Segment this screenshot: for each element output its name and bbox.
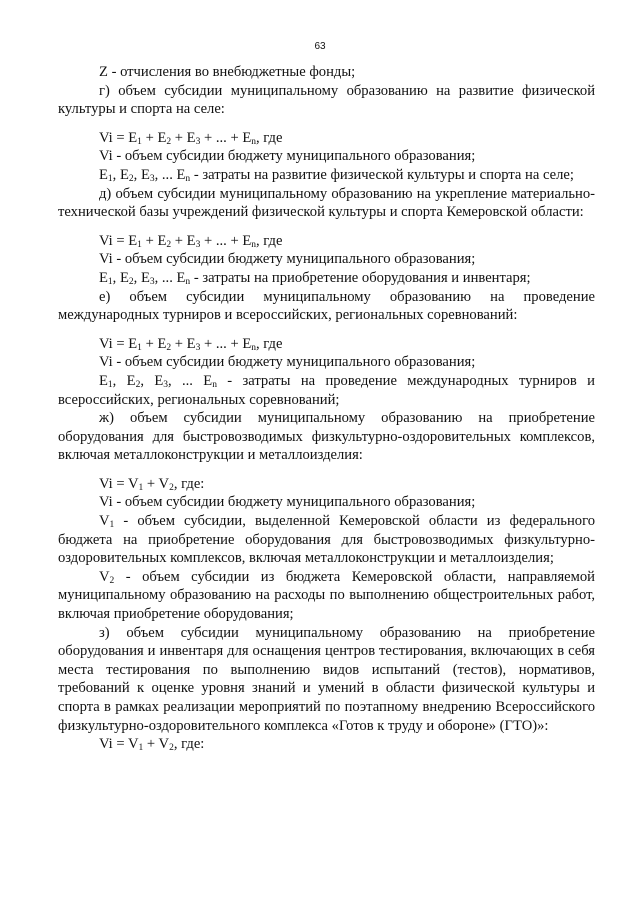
document-body xyxy=(58,63,595,754)
paragraph-d-subsidy: д) объем субсидии муниципальному образованию на укрепление материально-технической базы учреждений физической культуры и спорта Кемеровской области: xyxy=(58,185,595,221)
formula-zh-tail: , где: xyxy=(173,475,205,492)
formula-zh: $Vi = V_1 + V_2$, где: xyxy=(99,475,205,493)
paragraph-vi-definition-d: Vi - объем субсидии бюджету муниципального образования; xyxy=(99,251,476,268)
paragraph-v2-definition: $V_2$ - объем субсидии из бюджета Кемеровской области, направляемой муниципальному образованию на расходы по выполнению общестроительных работ, включая приобретение оборудования; xyxy=(58,568,595,623)
formula-z-tail: , где: xyxy=(173,736,205,753)
paragraph-vi-definition-e: Vi - объем субсидии бюджету муниципального образования; xyxy=(99,354,476,371)
paragraph-z-subsidy: з) объем субсидии муниципальному образованию на приобретение оборудования и инвентаря для оснащения центров тестирования, включающих в себя места тестирования по выполнению видов испытаний (тестов), нормативов, требований к оценке уровня знаний и умений в области физической культуры и спорта в рамках реализации мероприятий по поэтапному внедрению Всероссийского физкультурно-оздоровительного комплекса «Готов к труду и обороне» (ГТО)»: xyxy=(58,624,595,734)
paragraph-vi-definition-zh: Vi - объем субсидии бюджету муниципального образования; xyxy=(99,494,476,511)
paragraph-e-definition-e: $E_1$, $E_2$, $E_3$, ... $E_n$ - затраты на проведение международных турниров и всероссийских, региональных соревнований; xyxy=(58,372,595,408)
paragraph-g-subsidy: г) объем субсидии муниципальному образованию на развитие физической культуры и спорта на селе: xyxy=(58,82,595,118)
formula-d-tail: , где xyxy=(256,232,283,249)
paragraph-z-definition: Z - отчисления во внебюджетные фонды; xyxy=(99,64,356,80)
formula-z: $Vi = V_1 + V_2$, где: xyxy=(99,736,205,754)
formula-g-tail: , где xyxy=(256,129,283,146)
formula-e-tail: , где xyxy=(256,335,283,352)
formula-d: $Vi = E_1 + E_2 + E_3$ + ... + $E_n$, где xyxy=(99,232,283,250)
page-number: 63 xyxy=(314,41,326,52)
paragraph-vi-definition-g: Vi - объем субсидии бюджету муниципального образования; xyxy=(99,148,476,165)
paragraph-v1-definition: $V_1$ - объем субсидии, выделенной Кемеровской области из федерального бюджета на приобретение оборудования для быстровозводимых физкультурно-оздоровительных комплексов, включая металлоконструкции и металлоизделия; xyxy=(58,513,595,567)
paragraph-e-subsidy: е) объем субсидии муниципальному образованию на проведение международных турниров и всероссийских, региональных соревнований: xyxy=(58,288,595,324)
paragraph-zh-subsidy: ж) объем субсидии муниципальному образованию на приобретение оборудования для быстровозводимых физкультурно-оздоровительных комплексов, включая металлоконструкции и металлоизделия: xyxy=(58,410,595,464)
paragraph-e-definition-d: $E_1$, $E_2$, $E_3$, ... $E_n$ - затраты на приобретение оборудования и инвентаря; xyxy=(99,269,531,287)
formula-g: $Vi = E_1 + E_2 + E_3$ + ... + $E_n$, где xyxy=(99,129,283,147)
formula-e: $Vi = E_1 + E_2 + E_3$ + ... + $E_n$, где xyxy=(99,335,283,353)
paragraph-e-definition-g: $E_1$, $E_2$, $E_3$, ... $E_n$ - затраты на развитие физической культуры и спорта на селе; xyxy=(99,166,574,184)
